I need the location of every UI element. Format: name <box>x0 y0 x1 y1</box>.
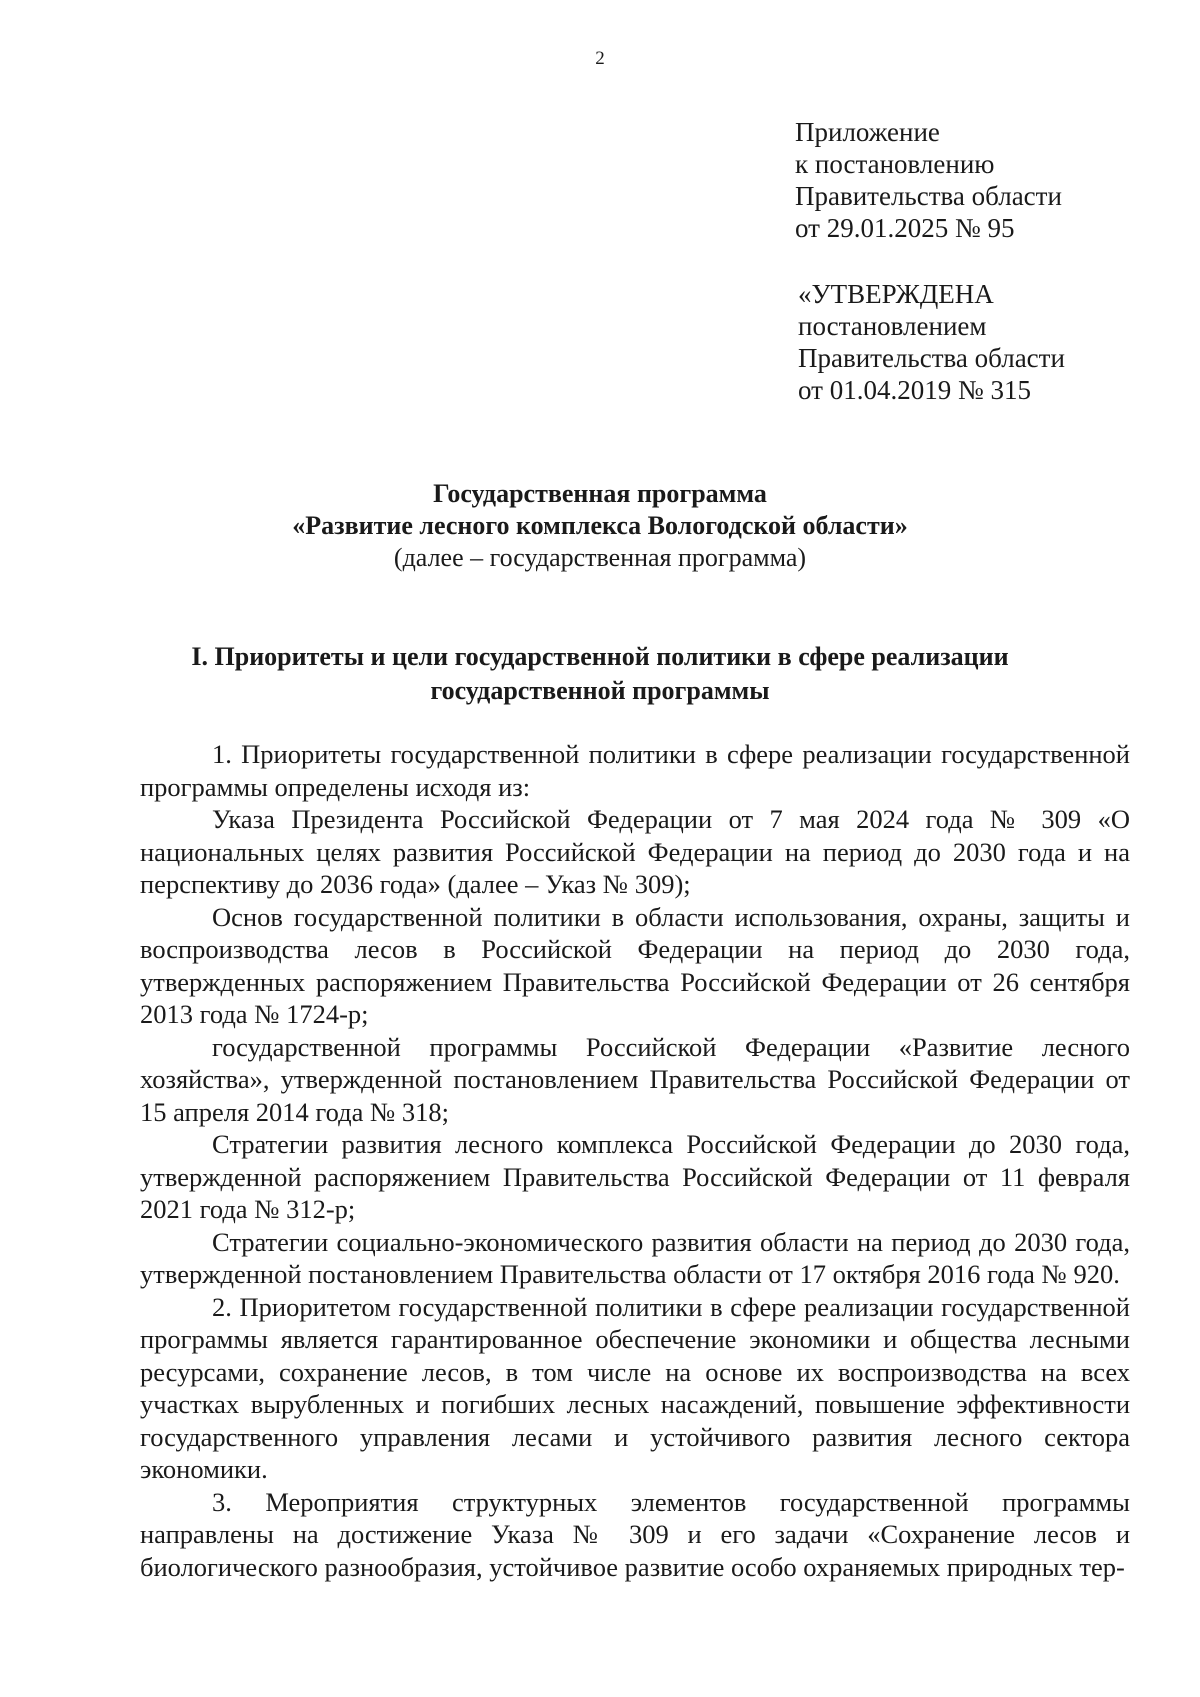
paragraph: Стратегии развития лесного комплекса Российской Федерации до 2030 года, утвержденной распоряжением Правительства Российской Федерации от 11 февраля 2021 года № 312-р; <box>140 1129 1130 1224</box>
section-heading-line2: государственной программы <box>430 676 770 705</box>
paragraph: Основ государственной политики в области использования, охраны, защиты и воспроизводства лесов в Российской Федерации на период до 2030 года, утвержденных распоряжением Правительства Российской Федерации от 26 сентября 2013 года № 1724-р; <box>140 901 1130 1029</box>
approval-line: постановлением <box>798 311 987 341</box>
annex-line: к постановлению <box>795 149 995 179</box>
body-text <box>140 738 1130 1583</box>
paragraph: Указа Президента Российской Федерации от 7 мая 2024 года № 309 «О национальных целях развития Российской Федерации на период до 2030 года и на перспективу до 2036 года» (далее – Указ № 309); <box>140 804 1130 899</box>
paragraph: государственной программы Российской Федерации «Развитие лесного хозяйства», утвержденной постановлением Правительства Российской Федерации от 15 апреля 2014 года № 318; <box>140 1031 1130 1127</box>
page-number: 2 <box>595 48 605 69</box>
section-heading <box>0 640 1200 708</box>
approval-line: от 01.04.2019 № 315 <box>798 375 1031 405</box>
paragraph: 1. Приоритеты государственной политики в сфере реализации государственной программы определены исходя из: <box>140 739 1130 802</box>
annex-line: Правительства области <box>795 181 1062 211</box>
program-subtitle: (далее – государственная программа) <box>393 543 807 572</box>
paragraph: 3. Мероприятия структурных элементов государственной программы направлены на достижение Указа № 309 и его задачи «Сохранение лесов и биологического разнообразия, устойчивое развитие особо охраняемых природных тер- <box>140 1486 1130 1582</box>
program-title-block <box>0 478 1200 574</box>
annex-line: Приложение <box>795 117 940 147</box>
paragraph: 2. Приоритетом государственной политики в сфере реализации государственной программы является гарантированное обеспечение экономики и общества лесными ресурсами, сохранение лесов, в том числе на основе их воспроизводства на всех участках вырубленных и погибших лесных насаждений, повышение эффективности государственного управления лесами и устойчивого развития лесного сектора экономики. <box>140 1291 1130 1484</box>
program-title-line1: Государственная программа <box>433 479 767 508</box>
section-heading-line1: I. Приоритеты и цели государственной политики в сфере реализации <box>191 642 1009 671</box>
program-title-line2: «Развитие лесного комплекса Вологодской области» <box>292 511 908 540</box>
annex-line: от 29.01.2025 № 95 <box>795 213 1015 243</box>
approval-line: «УТВЕРЖДЕНА <box>798 279 994 309</box>
approval-block <box>798 278 1178 406</box>
approval-line: Правительства области <box>798 343 1065 373</box>
paragraph: Стратегии социально-экономического развития области на период до 2030 года, утвержденной постановлением Правительства области от 17 октября 2016 года № 920. <box>140 1226 1130 1289</box>
annex-block <box>795 116 1175 244</box>
